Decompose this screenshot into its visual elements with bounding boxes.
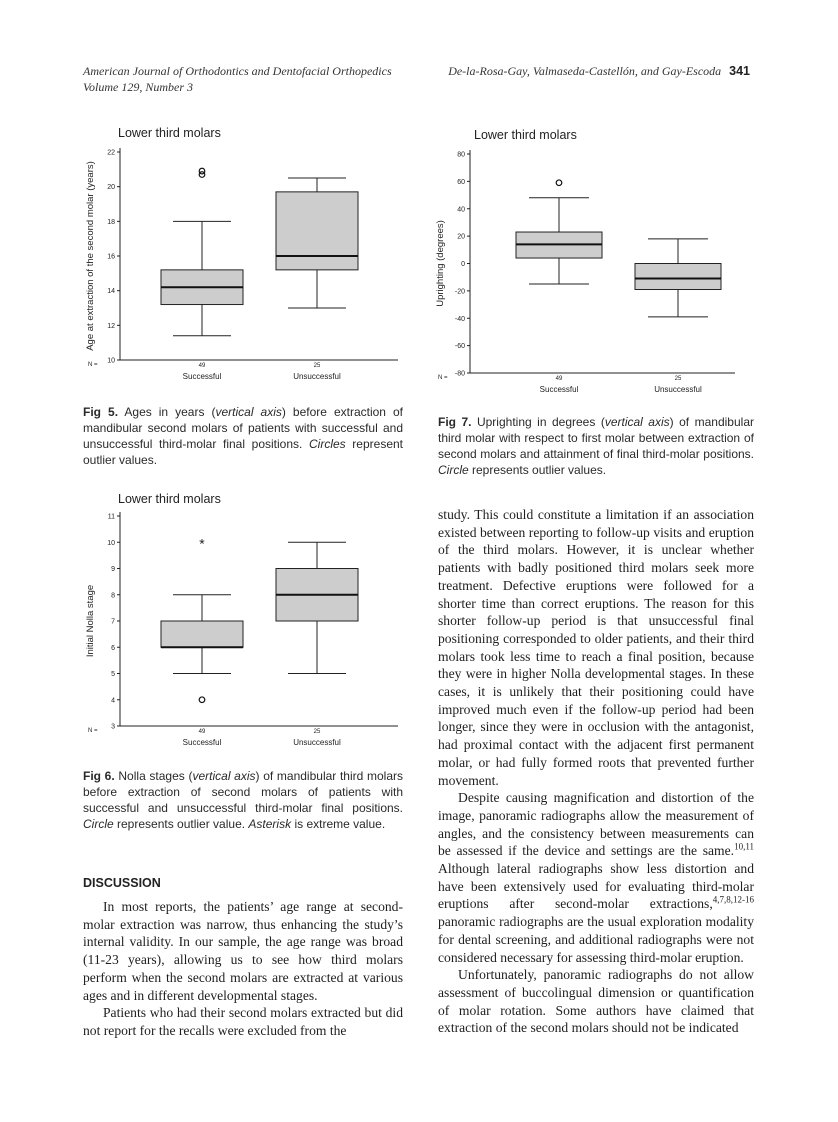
fig5-y-tick-label: 20 bbox=[107, 184, 115, 192]
fig6-y-axis-label: Initial Nolla stage bbox=[85, 584, 96, 658]
fig7-n-label: N = bbox=[438, 375, 448, 381]
discussion-text bbox=[83, 898, 403, 1040]
paragraph: Patients who had their second molars extracted but did not report for the recalls were excluded from the bbox=[83, 1005, 403, 1038]
fig5-y-axis-label: Age at extraction of the second molar (years) bbox=[85, 161, 96, 351]
fig5-box bbox=[276, 192, 358, 270]
fig7-y-tick-label: -60 bbox=[454, 343, 465, 351]
fig7-y-tick-label: -40 bbox=[454, 315, 465, 323]
fig5-boxplot bbox=[80, 122, 415, 394]
fig7-y-tick-label: 40 bbox=[457, 206, 465, 214]
fig6-outlier-point bbox=[199, 697, 205, 703]
paragraph: Unfortunately, panoramic radiographs do not allow assessment of buccolingual dimension or quantification of molar rotation. Some authors have claimed that extraction of the second molars should not be indicated bbox=[438, 967, 754, 1036]
fig5-caption-label: Fig 5. bbox=[83, 405, 119, 419]
fig7-box bbox=[635, 264, 721, 290]
citation-ref: 4,7,8,12-16 bbox=[712, 894, 754, 905]
fig7-y-tick-label: 60 bbox=[457, 178, 465, 186]
fig7-boxplot bbox=[430, 124, 765, 406]
fig6-caption-label: Fig 6. bbox=[83, 769, 115, 783]
fig7-y-tick-label: -20 bbox=[454, 288, 465, 296]
fig5-y-tick-label: 14 bbox=[107, 288, 115, 296]
fig7-category-label: Unsuccessful bbox=[654, 385, 702, 394]
fig6-box bbox=[161, 621, 243, 647]
fig7-y-tick-label: 0 bbox=[461, 261, 465, 268]
fig5-n-value: 49 bbox=[198, 363, 206, 369]
journal-title: American Journal of Orthodontics and Dentofacial Orthopedics bbox=[83, 64, 392, 78]
fig7-category-label: Successful bbox=[539, 385, 579, 394]
fig7-n-value: 25 bbox=[674, 376, 682, 382]
right-column-text bbox=[438, 506, 754, 1037]
fig6-n-value: 25 bbox=[313, 729, 321, 735]
fig7-caption-label: Fig 7. bbox=[438, 415, 472, 429]
fig6-chart-title: Lower third molars bbox=[118, 492, 221, 506]
fig6-y-tick-label: 10 bbox=[107, 539, 115, 547]
fig5-caption: Fig 5. Ages in years (vertical axis) before extraction of mandibular second molars of patients with successful and unsuccessful third-molar final positions. Circles represent outlier values. bbox=[83, 405, 404, 467]
fig6-boxplot bbox=[80, 488, 415, 760]
fig6-y-tick-label: 11 bbox=[107, 513, 115, 521]
fig6-y-tick-label: 5 bbox=[111, 671, 115, 678]
fig6-category-label: Unsuccessful bbox=[293, 738, 341, 747]
fig7-n-value: 49 bbox=[555, 376, 563, 382]
page-number: 341 bbox=[729, 64, 750, 78]
fig5-y-tick-label: 16 bbox=[107, 253, 115, 261]
fig6-y-tick-label: 6 bbox=[111, 644, 115, 652]
discussion-heading: DISCUSSION bbox=[83, 876, 161, 890]
paragraph: study. This could constitute a limitation if an association existed between reporting to follow-up visits and eruption of the third molars. However, it is unclear whether patients with badly positioned third molars seek more treatment. Defective eruptions were followed for a shorter time than correct eruptions. The reason for this shorter follow-up period is that unsuccessful final positioning corresponded to older patients, and their third molars took less time to reach a final position, because they were in higher Nolla developmental stages. In these cases, it is unlikely that their positioning could have improved much even if the follow-up period had been longer, since they were in occlusion with the antagonist, had proximal contact with the adjacent first permanent molar, or had fully formed roots that prevented further movement. bbox=[438, 507, 754, 788]
journal-volume: Volume 129, Number 3 bbox=[83, 80, 193, 94]
paragraph: In most reports, the patients’ age range at second-molar extraction was narrow, thus enhancing the study’s internal validity. In our sample, the age range was broad (11-23 years), allowing us to see how third molars perform when the second molars are extracted at various ages and in different developmental stages. bbox=[83, 899, 403, 1003]
fig7-y-axis-label: Uprighting (degrees) bbox=[435, 220, 446, 307]
fig7-caption: Fig 7. Uprighting in degrees (vertical axis) of mandibular third molar with respect to first molar between extraction of second molars and attainment of final third-molar positions. Circle represents outlier values. bbox=[438, 415, 754, 477]
fig6-y-tick-label: 3 bbox=[111, 723, 115, 731]
fig5-category-label: Successful bbox=[182, 372, 222, 381]
fig5-category-label: Unsuccessful bbox=[293, 372, 341, 381]
fig5-y-tick-label: 12 bbox=[107, 322, 115, 330]
author-names: De-la-Rosa-Gay, Valmaseda-Castellón, and Gay-Escoda bbox=[448, 64, 722, 78]
fig5-y-tick-label: 10 bbox=[107, 357, 115, 365]
author-header bbox=[448, 63, 750, 79]
fig5-y-tick-label: 18 bbox=[107, 218, 115, 226]
fig6-n-label: N = bbox=[88, 728, 98, 734]
fig6-y-tick-label: 8 bbox=[111, 592, 115, 600]
paragraph: Despite causing magnification and distortion of the image, panoramic radiographs allow the measurement of angles, and the consistency between measurements can be assessed if the device and settings are the same.$^{10,11}$ Although lateral radiographs show less distortion and have been extensively used for evaluating third-molar eruptions after second-molar extractions,$^{4,7,8,12-16}$ panoramic radiographs are the usual exploration modality for dental screening, and additional radiographs were not considered necessary for assessing third-molar eruption. bbox=[438, 790, 754, 965]
fig5-n-value: 25 bbox=[313, 363, 321, 369]
fig7-chart-title: Lower third molars bbox=[474, 128, 577, 142]
fig6-extreme-point: * bbox=[199, 535, 205, 552]
fig5-outlier-point bbox=[199, 168, 205, 174]
fig7-y-tick-label: -80 bbox=[454, 370, 465, 378]
fig6-y-tick-label: 9 bbox=[111, 566, 115, 573]
fig6-caption: Fig 6. Nolla stages (vertical axis) of mandibular third molars before extraction of second molars of patients with successful and unsuccessful third-molar final positions. Circle represents outlier value. Asterisk is extreme value. bbox=[83, 769, 404, 831]
fig5-n-label: N = bbox=[88, 362, 98, 368]
fig7-outlier-point bbox=[556, 180, 562, 186]
fig6-n-value: 49 bbox=[198, 729, 206, 735]
journal-header bbox=[83, 63, 392, 95]
fig7-y-tick-label: 80 bbox=[457, 151, 465, 159]
fig6-category-label: Successful bbox=[182, 738, 222, 747]
fig7-y-tick-label: 20 bbox=[457, 233, 465, 241]
citation-ref: 10,11 bbox=[734, 841, 754, 852]
fig5-chart-title: Lower third molars bbox=[118, 126, 221, 140]
fig5-y-tick-label: 22 bbox=[107, 149, 115, 157]
fig6-y-tick-label: 7 bbox=[111, 618, 115, 626]
fig6-y-tick-label: 4 bbox=[111, 697, 115, 705]
